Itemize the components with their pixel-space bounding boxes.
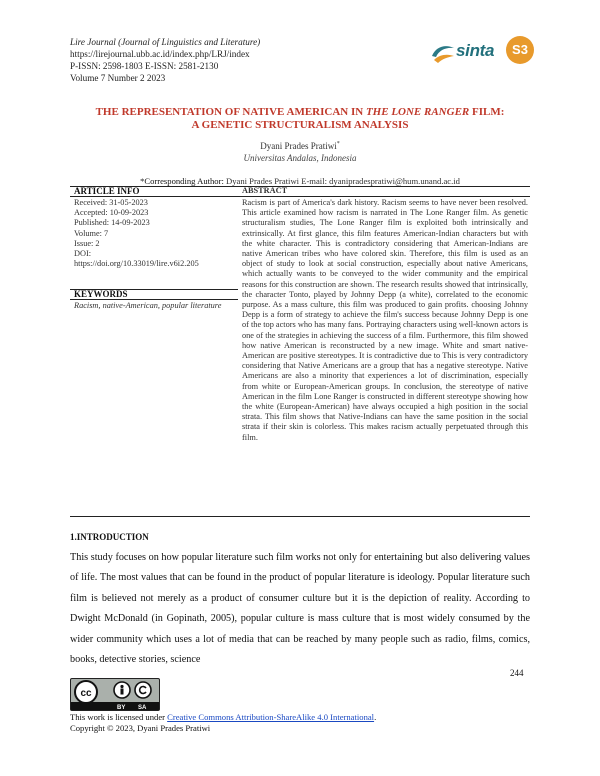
paper-title: THE REPRESENTATION OF NATIVE AMERICAN IN THE LONE RANGER FILM: A GENETIC STRUCTURALISM ANALYSIS (95, 106, 505, 131)
abstract-text: Racism is part of America's dark history. Racism seems to have never been resolved. This article examined how racism is narrated in The Lone Ranger film. As genetic structuralism studies, The Lone Ranger film is exploited both intrinsically and extrinsically. At first glance, this film features American-Indian characters but with the white character. This is contradictory considering that American-Indians are native American tribes who have colored skin. Therefore, this film is used as an object of study to look at social construction, especially about native Americans, which actually wants to be conveyed to the wider community and the empirical reasons for this construction are shown. The research results showed that intrinsically, the character Tonto, played by Johnny Depp (a white), correlated to the economic purpose. As a mass culture, this film was produced to gain profits. choosing Johnny Depp is a form of strategy to achieve the film's success because Johnny Depp is one of the top actors who has many fans. Portraying characters using well-known actors is one of the strategies in achieving the success of a film. Furthermore, this film showed how native American is reconstructed by a new image. White and smart native-American are positive stereotypes. It is contradictive due to This is very contradictory considering that Native Americans are a group that has a negative stereotype. Native Americans are also a minority that experiences a lot of discrimination, especially from white or European-American groups. In conclusion, the stereotype of native American in the film Lone Ranger is constructed in different stereotype showing how the white (European-American) have always occupied a high position in the social strata. This film shows that Native-Indians can have the same position in the social strata if their skin is colorless. This makes racism actually perpetuated through this film. (242, 198, 528, 442)
journal-url[interactable]: https://lirejournal.ubb.ac.id/index.php/LRJ/index (70, 49, 250, 59)
section-heading: 1.INTRODUCTION (70, 532, 149, 542)
article-info-accepted: Accepted: 10-09-2023 (74, 208, 149, 218)
copyright-text: Copyright © 2023, Dyani Prades Pratiwi (70, 723, 211, 733)
article-info-heading: ARTICLE INFO (74, 186, 140, 196)
license-link[interactable]: Creative Commons Attribution-ShareAlike 4.0 International (167, 712, 375, 722)
author-affiliation: Universitas Andalas, Indonesia (243, 153, 357, 163)
cc-badge-icons (71, 679, 159, 703)
keywords-text: Racism, native-American, popular literature (74, 301, 222, 310)
journal-volume: Volume 7 Number 2 2023 (70, 73, 166, 83)
sinta-s3-badge: S3 (506, 36, 534, 64)
abstract-heading: ABSTRACT (242, 186, 288, 195)
keywords-heading: KEYWORDS (74, 289, 128, 299)
article-info-received: Received: 31-05-2023 (74, 198, 148, 207)
article-info-doi-label: DOI: (74, 249, 92, 259)
article-info-published: Published: 14-09-2023 (74, 218, 150, 228)
article-info-doi-link[interactable]: https://doi.org/10.33019/lire.v6i2.205 (74, 259, 199, 269)
info-box-bottom-rule (70, 516, 530, 517)
sinta-swirl-icon (430, 42, 456, 64)
journal-issn: P-ISSN: 2598-1803 E-ISSN: 2581-2130 (70, 61, 219, 71)
introduction-text: This study focuses on how popular literature such film works not only for entertaining but also delivering values of life. The most values that can be found in the product of popular literature is ideology. Popular literature such film is believed not merely as a product of consumer culture but it is the depiction of reality. According to Dwight McDonald (in Gopinath, 2005), popular culture is mass culture that is most widely consumed by the wider community which uses a lot of media that can be reached by many people such as radio, films, comics, books, detective stories, science (70, 552, 530, 666)
corresponding-author: *Corresponding Author: Dyani Prades Pratiwi E-mail: dyanipradespratiwi@hum.unand.ac.id (140, 176, 460, 186)
author-name: Dyani Prades Pratiwi* (260, 141, 340, 151)
article-info-volume: Volume: 7 (74, 228, 109, 238)
sinta-logo (430, 36, 540, 72)
cc-badge-sa: SA (138, 705, 147, 711)
cc-badge-by: BY (117, 705, 126, 711)
cc-license-badge[interactable] (70, 678, 160, 711)
article-info-list (74, 198, 234, 269)
svg-text:cc: cc (80, 688, 92, 699)
license-text: This work is licensed under Creative Commons Attribution-ShareAlike 4.0 International. (70, 712, 377, 722)
journal-name: Lire Journal (Journal of Linguistics and Literature) (70, 37, 261, 47)
article-info-issue: Issue: 2 (74, 238, 100, 248)
sinta-wordmark: sinta (456, 41, 495, 60)
page-number: 244 (510, 668, 524, 678)
